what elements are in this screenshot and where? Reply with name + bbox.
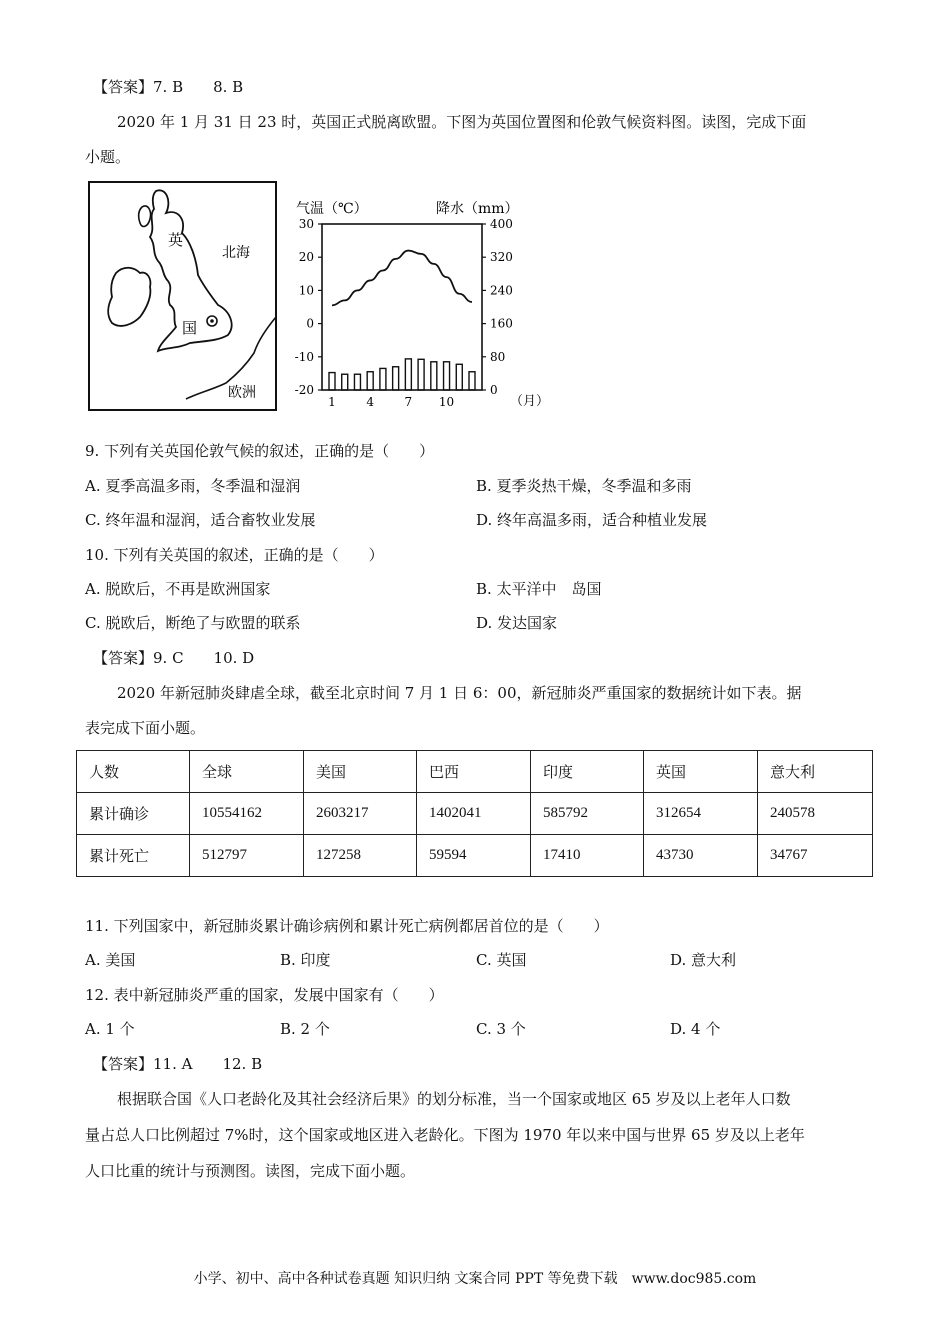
table-cell: 累计死亡 [77,835,190,877]
aging-intro-line2: 量占总人口比例超过 7%时，这个国家或地区进入老龄化。下图为 1970 年以来中国与世界 65 岁及以上老年 [85,1126,805,1144]
q9-stem: 9. 下列有关英国伦敦气候的叙述，正确的是（ ） [85,442,435,460]
map-label-beihai: 北海 [222,245,250,261]
month-axis-label: （月） [510,394,550,409]
x-tick-label: 4 [366,395,375,409]
precip-tick-label: 160 [490,316,513,331]
q11-option-a: A. 美国 [85,951,136,969]
temp-axis-label: 气温（℃） [296,201,368,217]
q10-option-c: C. 脱欧后，断绝了与欧盟的联系 [85,614,301,632]
london-climate-chart [295,200,549,409]
table-header-cell: 巴西 [417,751,531,793]
precip-tick-label: 0 [490,383,498,397]
aging-intro-line3: 人口比重的统计与预测图。读图，完成下面小题。 [85,1162,416,1180]
table-cell: 512797 [190,835,304,877]
q9-option-d: D. 终年高温多雨，适合种植业发展 [476,511,708,529]
answer-11-12: 【答案】11. A 12. B [93,1055,263,1073]
answer-9-10: 【答案】9. C 10. D [93,649,255,667]
q11-option-d: D. 意大利 [670,951,737,969]
table-cell: 127258 [304,835,417,877]
precip-bar [444,362,450,390]
table-cell: 2603217 [304,793,417,835]
map-frame [89,182,276,410]
q10-option-a: A. 脱欧后，不再是欧洲国家 [85,580,271,598]
table-header-row [77,751,873,793]
x-ticks [328,395,454,409]
precip-tick-label: 80 [490,349,506,364]
table-cell: 59594 [417,835,531,877]
table-header-cell: 英国 [644,751,758,793]
precip-bar [367,372,373,390]
precip-bar [405,359,411,390]
x-tick-label: 7 [404,395,413,409]
precip-bar [329,373,335,390]
page-footer: 小学、初中、高中各种试卷真题 知识归纳 文案合同 PPT 等免费下载 www.doc985.com [193,1271,757,1287]
map-label-guo: 国 [182,319,198,337]
q11-option-b: B. 印度 [280,951,331,969]
q12-option-b: B. 2 个 [280,1020,330,1038]
table-header-cell: 人数 [77,751,190,793]
precip-bars [329,359,475,390]
precip-bar [393,367,399,390]
q10-option-d: D. 发达国家 [476,614,558,632]
table-header-cell: 全球 [190,751,304,793]
table-cell: 240578 [758,793,873,835]
table-cell: 10554162 [190,793,304,835]
precip-axis-label: 降水（mm） [436,201,519,217]
precip-bar [456,364,462,390]
aging-intro-line1: 根据联合国《人口老龄化及其社会经济后果》的划分标准，当一个国家或地区 65 岁及以上老年人口数 [117,1090,791,1108]
q11-stem: 11. 下列国家中，新冠肺炎累计确诊病例和累计死亡病例都居首位的是（ ） [85,917,609,935]
map-label-ying: 英 [168,231,184,249]
table-header-cell: 美国 [304,751,417,793]
covid-intro-line2: 表完成下面小题。 [85,719,206,737]
temp-tick-label: -10 [294,349,314,364]
table-cell: 1402041 [417,793,531,835]
precip-tick-label: 240 [490,283,513,298]
precip-tick-label: 320 [490,250,513,265]
precip-bar [342,374,348,390]
precip-bar [380,368,386,390]
temp-tick-label: 10 [298,283,314,298]
precip-bar [354,374,360,390]
q12-stem: 12. 表中新冠肺炎严重的国家，发展中国家有（ ） [85,986,444,1004]
plot-frame [322,224,482,390]
temp-tick-label: 20 [298,250,314,265]
map-label-ouzhou: 欧洲 [228,385,256,401]
covid-data-table [76,750,873,877]
table-cell: 585792 [531,793,644,835]
q12-option-a: A. 1 个 [85,1020,135,1038]
table-cell: 34767 [758,835,873,877]
q12-option-c: C. 3 个 [476,1020,526,1038]
temp-tick-label: 0 [306,316,314,331]
q10-stem: 10. 下列有关英国的叙述，正确的是（ ） [85,546,384,564]
q9-option-a: A. 夏季高温多雨，冬季温和湿润 [85,477,301,495]
uk-intro-line1: 2020 年 1 月 31 日 23 时，英国正式脱离欧盟。下图为英国位置图和伦敦气候资料图。读图，完成下面 [117,113,807,131]
table-row [77,793,873,835]
uk-figure-svg [86,179,556,415]
x-tick-label: 10 [438,395,455,409]
uk-intro-line2: 小题。 [85,148,131,166]
q9-option-c: C. 终年温和湿润，适合畜牧业发展 [85,511,316,529]
covid-intro-line1: 2020 年新冠肺炎肆虐全球，截至北京时间 7 月 1 日 6：00，新冠肺炎严重国家的数据统计如下表。据 [117,684,802,702]
table-row [77,835,873,877]
temp-ticks [295,217,322,397]
q9-option-b: B. 夏季炎热干燥，冬季温和多雨 [476,477,692,495]
temp-tick-label: 30 [298,217,314,231]
table-header-cell: 意大利 [758,751,873,793]
table-cell: 累计确诊 [77,793,190,835]
precip-tick-label: 400 [490,217,513,231]
q11-option-c: C. 英国 [476,951,527,969]
temp-tick-label: -20 [294,383,314,397]
temperature-curve [332,251,472,306]
q10-option-b: B. 太平洋中 岛国 [476,580,602,598]
uk-location-map [89,182,276,410]
answer-7-8: 【答案】7. B 8. B [93,78,244,96]
x-tick-label: 1 [328,395,336,409]
uk-figure [86,179,556,415]
table-header-cell: 印度 [531,751,644,793]
precip-bar [431,362,437,390]
small-island [139,206,151,227]
q12-option-d: D. 4 个 [670,1020,721,1038]
table-cell: 17410 [531,835,644,877]
precip-bar [469,372,475,390]
precip-bar [418,359,424,390]
table-cell: 43730 [644,835,758,877]
table-cell: 312654 [644,793,758,835]
ireland-outline [108,268,150,326]
precip-ticks [482,217,513,397]
